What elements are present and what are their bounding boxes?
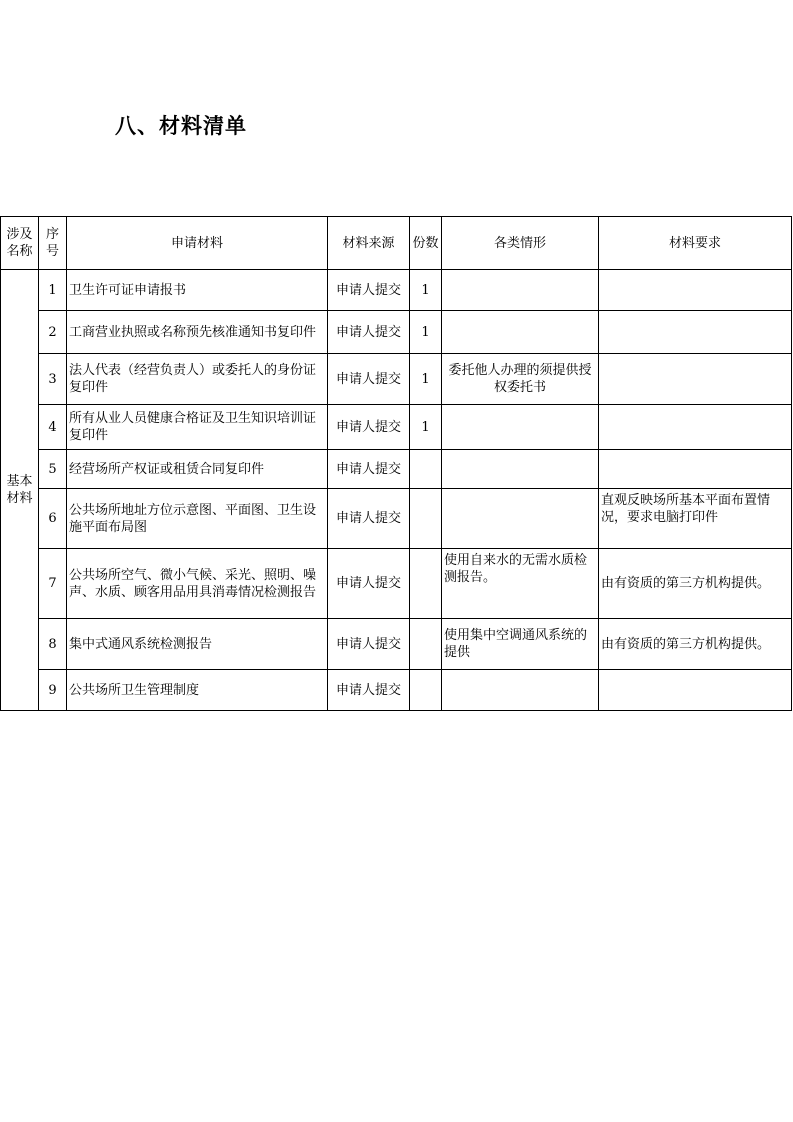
table-header-row (1, 217, 792, 270)
row-material: 工商营业执照或名称预先核准通知书复印件 (67, 311, 328, 354)
row-source: 申请人提交 (328, 405, 410, 450)
row-situation: 使用自来水的无需水质检测报告。 (442, 549, 599, 619)
header-requirements: 材料要求 (599, 217, 792, 270)
materials-table (0, 216, 792, 711)
header-group: 涉及 名称 (1, 217, 39, 270)
row-source: 申请人提交 (328, 450, 410, 489)
page-title: 八、材料清单 (115, 114, 247, 138)
row-requirement (599, 405, 792, 450)
row-material: 公共场所地址方位示意图、平面图、卫生设施平面布局图 (67, 489, 328, 549)
row-requirement (599, 450, 792, 489)
row-situation (442, 311, 599, 354)
row-situation (442, 450, 599, 489)
header-source: 材料来源 (328, 217, 410, 270)
row-requirement (599, 311, 792, 354)
row-copies (410, 489, 442, 549)
row-copies: 1 (410, 354, 442, 405)
row-source: 申请人提交 (328, 670, 410, 711)
group-cell: 基本 材料 (1, 270, 39, 711)
row-seq: 9 (39, 670, 67, 711)
row-requirement (599, 354, 792, 405)
header-seq: 序 号 (39, 217, 67, 270)
row-material: 公共场所卫生管理制度 (67, 670, 328, 711)
header-copies: 份数 (410, 217, 442, 270)
row-seq: 3 (39, 354, 67, 405)
row-material: 所有从业人员健康合格证及卫生知识培训证复印件 (67, 405, 328, 450)
row-material: 公共场所空气、微小气候、采光、照明、噪声、水质、顾客用品用具消毒情况检测报告 (67, 549, 328, 619)
row-seq: 6 (39, 489, 67, 549)
row-situation: 委托他人办理的须提供授权委托书 (442, 354, 599, 405)
row-requirement: 直观反映场所基本平面布置情况，要求电脑打印件 (599, 489, 792, 549)
row-situation (442, 405, 599, 450)
row-situation (442, 270, 599, 311)
row-material: 集中式通风系统检测报告 (67, 619, 328, 670)
row-situation (442, 670, 599, 711)
table-row (1, 405, 792, 450)
row-source: 申请人提交 (328, 549, 410, 619)
row-copies: 1 (410, 311, 442, 354)
table-row (1, 619, 792, 670)
row-seq: 2 (39, 311, 67, 354)
row-material: 经营场所产权证或租赁合同复印件 (67, 450, 328, 489)
row-source: 申请人提交 (328, 270, 410, 311)
row-source: 申请人提交 (328, 311, 410, 354)
row-seq: 4 (39, 405, 67, 450)
table-row (1, 489, 792, 549)
table-row (1, 450, 792, 489)
table-row (1, 354, 792, 405)
row-source: 申请人提交 (328, 619, 410, 670)
row-requirement (599, 670, 792, 711)
row-situation (442, 489, 599, 549)
row-seq: 5 (39, 450, 67, 489)
row-material: 法人代表（经营负责人）或委托人的身份证复印件 (67, 354, 328, 405)
row-copies (410, 450, 442, 489)
row-seq: 1 (39, 270, 67, 311)
row-source: 申请人提交 (328, 489, 410, 549)
row-copies (410, 549, 442, 619)
table-row (1, 270, 792, 311)
row-material: 卫生许可证申请报书 (67, 270, 328, 311)
row-copies (410, 670, 442, 711)
header-material: 申请材料 (67, 217, 328, 270)
row-requirement: 由有资质的第三方机构提供。 (599, 549, 792, 619)
header-situations: 各类情形 (442, 217, 599, 270)
row-requirement (599, 270, 792, 311)
table-row (1, 670, 792, 711)
row-source: 申请人提交 (328, 354, 410, 405)
table-row (1, 311, 792, 354)
row-copies: 1 (410, 405, 442, 450)
row-seq: 8 (39, 619, 67, 670)
row-copies (410, 619, 442, 670)
row-seq: 7 (39, 549, 67, 619)
row-situation: 使用集中空调通风系统的提供 (442, 619, 599, 670)
row-copies: 1 (410, 270, 442, 311)
table-row (1, 549, 792, 619)
row-requirement: 由有资质的第三方机构提供。 (599, 619, 792, 670)
